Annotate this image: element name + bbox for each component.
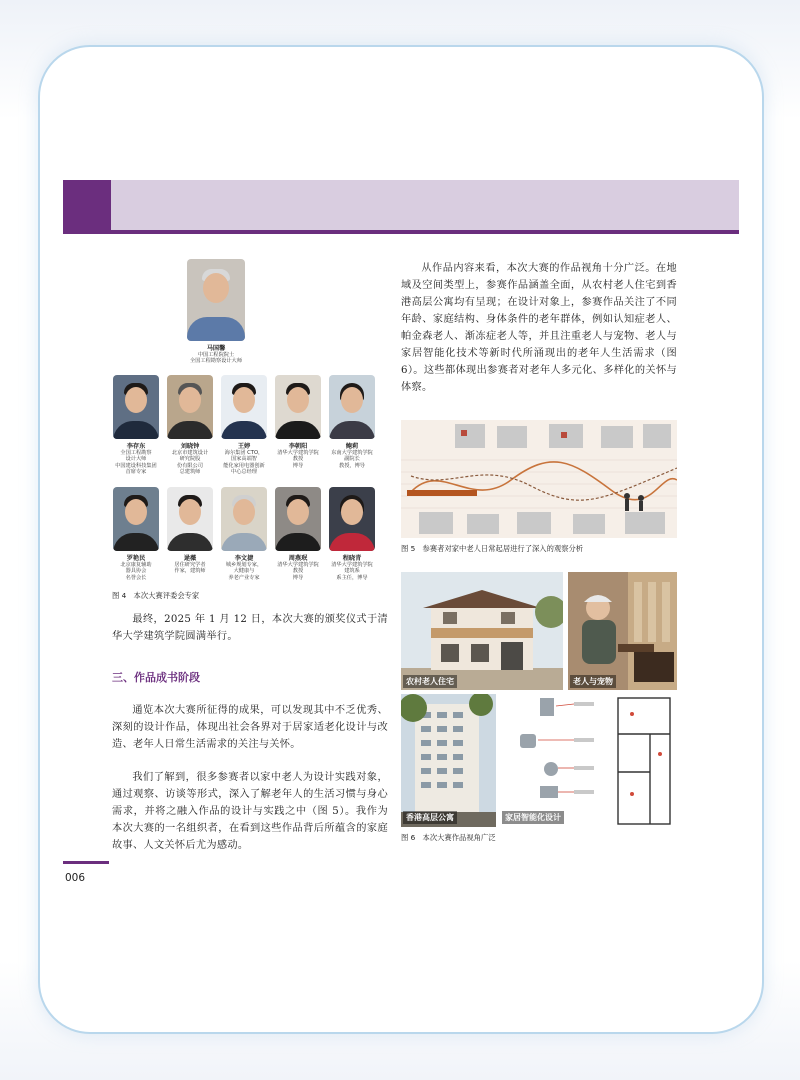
- smart-label: 家居智能化设计: [502, 811, 564, 824]
- jury-member: [307, 375, 397, 469]
- jury-title: 居住研究学者 作家，建筑师: [174, 562, 206, 575]
- page-number: 006: [65, 872, 86, 884]
- avatar: [329, 487, 375, 551]
- header-band: [63, 180, 739, 230]
- smart-home-plan-illustration: [500, 694, 677, 827]
- jury-chair-name: 马国馨: [206, 345, 226, 352]
- header-accent-square: [63, 180, 111, 230]
- left-para-final: 最终，2025 年 1 月 12 日，本次大赛的颁奖仪式于清华大学建筑学院圆满举行。: [112, 614, 388, 642]
- jury-name: 鲍莉: [345, 443, 359, 450]
- jury-name: 罗艳民: [126, 555, 146, 562]
- header-rule: [63, 230, 739, 234]
- jury-title: 北京市建筑设计 研究院股 份有限公司 总建筑师: [171, 450, 209, 476]
- left-para-2: 我们了解到，很多参赛者以家中老人为设计实践对象，通过观察、访谈等形式，深入了解老年人的生活习惯与身心需求，并将之融入作品的设计与实践之中（图 5）。我作为本次大赛的一名组织者，在看到这些作品背后所蕴含的家庭故事、人文关怀后尤为感动。: [112, 772, 388, 851]
- right-para: 从作品内容来看，本次大赛的作品视角十分广泛。在地域及空间类型上，参赛作品涵盖全面，从农村老人住宅到香港高层公寓均有呈现；在设计对象上，参赛作品关注了不同年龄、家庭结构、身体条件的老年群体，例如认知症老人、帕金森老人、渐冻症老人等，并且注重老人与宠物、老人与家居智能化技术等新时代所涌现出的老年人生活需求（图 6）。这些都体现出参赛者对老年人多元化、多样化的关怀与体察。: [401, 263, 677, 393]
- jury-title: 东南大学建筑学院 副院长 教授，博导: [331, 450, 373, 469]
- jury-name: 程晓青: [342, 555, 362, 562]
- pet-label: 老人与宠物: [570, 675, 616, 688]
- jury-title: 城乡规划专家， 大健康与 养老产业专家: [225, 562, 263, 581]
- figure4-caption: 图 4 本次大赛评委会专家: [112, 591, 200, 600]
- hk-label: 香港高层公寓: [403, 811, 457, 824]
- observation-diagram: [401, 420, 677, 538]
- figure6-hk-image: [401, 694, 496, 827]
- avatar: [329, 375, 375, 439]
- section-heading: 三、作品成书阶段: [112, 671, 200, 684]
- jury-title: 清华大学建筑学院 教授 博导: [277, 562, 319, 581]
- jury-name: 周燕珉: [288, 555, 308, 562]
- figure6-rural-house-image: [401, 572, 563, 690]
- jury-title: 清华大学建筑学院 建筑系 系主任，博导: [331, 562, 373, 581]
- jury-name: 李存东: [126, 443, 146, 450]
- page-frame: [38, 45, 764, 1034]
- figure6-smart-home-image: [500, 694, 677, 827]
- jury-title: 北京康复辅助 器具协会 名誉会长: [120, 562, 152, 581]
- figure6-caption: 图 6 本次大赛作品视角广泛: [401, 833, 496, 842]
- jury-chair-title: 中国工程院院士 全国工程勘察设计大师: [190, 352, 242, 365]
- jury-title: 清华大学建筑学院 教授 博导: [277, 450, 319, 469]
- jury-chair: [171, 259, 261, 365]
- avatar: [187, 259, 245, 341]
- jury-name: 逯薇: [183, 555, 197, 562]
- jury-title: 全国工程勘察 设计大师 中国建设科技集团 首席专家: [115, 450, 157, 476]
- rural-label: 农村老人住宅: [403, 675, 457, 688]
- elder-with-pet-illustration: [568, 572, 677, 690]
- highrise-illustration: [401, 694, 496, 827]
- figure5-image: [401, 420, 677, 538]
- rural-house-illustration: [401, 572, 563, 690]
- jury-title: 海尔集团 CTO， 国家高端智 能化家用电器创新 中心总经理: [223, 450, 265, 476]
- jury-name: 王婷: [237, 443, 251, 450]
- jury-name: 李朝阳: [288, 443, 308, 450]
- figure6-pet-image: [568, 572, 677, 690]
- page-number-rule: [63, 861, 109, 864]
- jury-name: 李文捷: [234, 555, 254, 562]
- left-para-1: 通览本次大赛所征得的成果，可以发现其中不乏优秀、深刻的设计作品，体现出社会各界对于居家适老化设计与改造、老年人日常生活需求的关注与关怀。: [112, 705, 388, 750]
- jury-member: [307, 487, 397, 581]
- jury-name: 刘晓钟: [180, 443, 200, 450]
- figure5-caption: 图 5 参赛者对家中老人日常起居进行了深入的观察分析: [401, 544, 584, 553]
